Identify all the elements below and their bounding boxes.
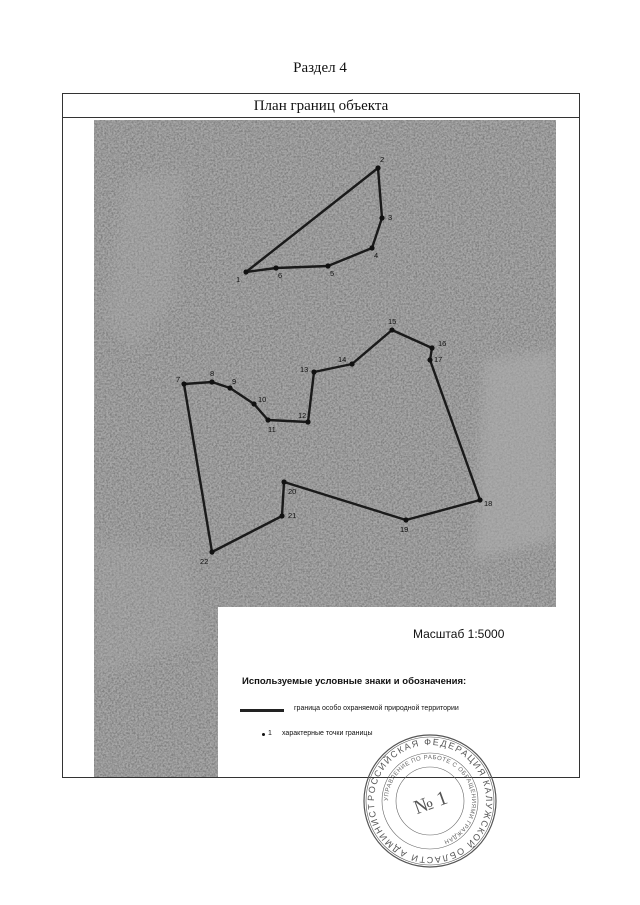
boundary-point-15 [389, 327, 394, 332]
boundary-point-20 [281, 479, 286, 484]
boundary-point-19 [403, 517, 408, 522]
point-label-5: 5 [330, 269, 335, 278]
boundary-point-12 [305, 419, 310, 424]
point-label-20: 20 [288, 487, 297, 496]
point-label-6: 6 [278, 271, 283, 280]
boundary-point-13 [311, 369, 316, 374]
point-label-17: 17 [434, 355, 443, 364]
legend-boundary-label: граница особо охраняемой природной территории [294, 705, 459, 712]
boundary-point-17 [427, 357, 432, 362]
point-label-21: 21 [288, 511, 297, 520]
point-label-8: 8 [210, 369, 215, 378]
svg-text:РОССИЙСКАЯ ФЕДЕРАЦИЯ КАЛУЖСКОЙ: РОССИЙСКАЯ ФЕДЕРАЦИЯ КАЛУЖСКОЙ ОБЛАСТИ АДМИНИСТ [365, 736, 495, 866]
point-label-14: 14 [338, 355, 347, 364]
boundary-point-5 [325, 263, 330, 268]
point-label-7: 7 [176, 375, 181, 384]
boundary-point-10 [251, 401, 256, 406]
point-label-1: 1 [236, 275, 241, 284]
point-label-2: 2 [380, 155, 385, 164]
point-label-10: 10 [258, 395, 267, 404]
point-label-15: 15 [388, 317, 397, 326]
point-label-12: 12 [298, 411, 307, 420]
point-label-22: 22 [200, 557, 209, 566]
boundary-point-7 [181, 381, 186, 386]
point-label-4: 4 [374, 251, 379, 260]
boundary-point-18 [477, 497, 482, 502]
boundary-point-8 [209, 379, 214, 384]
boundary-point-6 [273, 265, 278, 270]
boundary-point-4 [369, 245, 374, 250]
official-stamp [362, 733, 498, 869]
boundary-point-14 [349, 361, 354, 366]
boundary-point-1 [243, 269, 248, 274]
point-label-16: 16 [438, 339, 447, 348]
svg-text:№ 1: № 1 [410, 786, 451, 820]
svg-text:УПРАВЛЕНИЕ ПО РАБОТЕ С ОБРАЩЕН: УПРАВЛЕНИЕ ПО РАБОТЕ С ОБРАЩЕНИЯМИ ГРАЖДАН [383, 754, 477, 845]
boundary-point-22 [209, 549, 214, 554]
boundary-point-16 [429, 345, 434, 350]
legend-boundary-line-icon [240, 709, 284, 712]
boundary-point-9 [227, 385, 232, 390]
boundary-point-3 [379, 215, 384, 220]
boundary-point-11 [265, 417, 270, 422]
plan-title: План границ объекта [63, 94, 579, 118]
scale-label: Масштаб 1:5000 [413, 627, 505, 641]
point-label-19: 19 [400, 525, 409, 534]
point-label-9: 9 [232, 377, 237, 386]
legend-title: Используемые условные знаки и обозначения: [242, 676, 467, 687]
legend-point-icon [262, 733, 265, 736]
section-title: Раздел 4 [293, 60, 347, 76]
legend-point-number: 1 [268, 730, 272, 737]
boundary-point-21 [279, 513, 284, 518]
point-label-3: 3 [388, 213, 393, 222]
point-label-11: 11 [268, 425, 276, 434]
boundary-point-2 [375, 165, 380, 170]
legend-point-label: характерные точки границы [282, 730, 373, 737]
point-label-13: 13 [300, 365, 309, 374]
point-label-18: 18 [484, 499, 493, 508]
